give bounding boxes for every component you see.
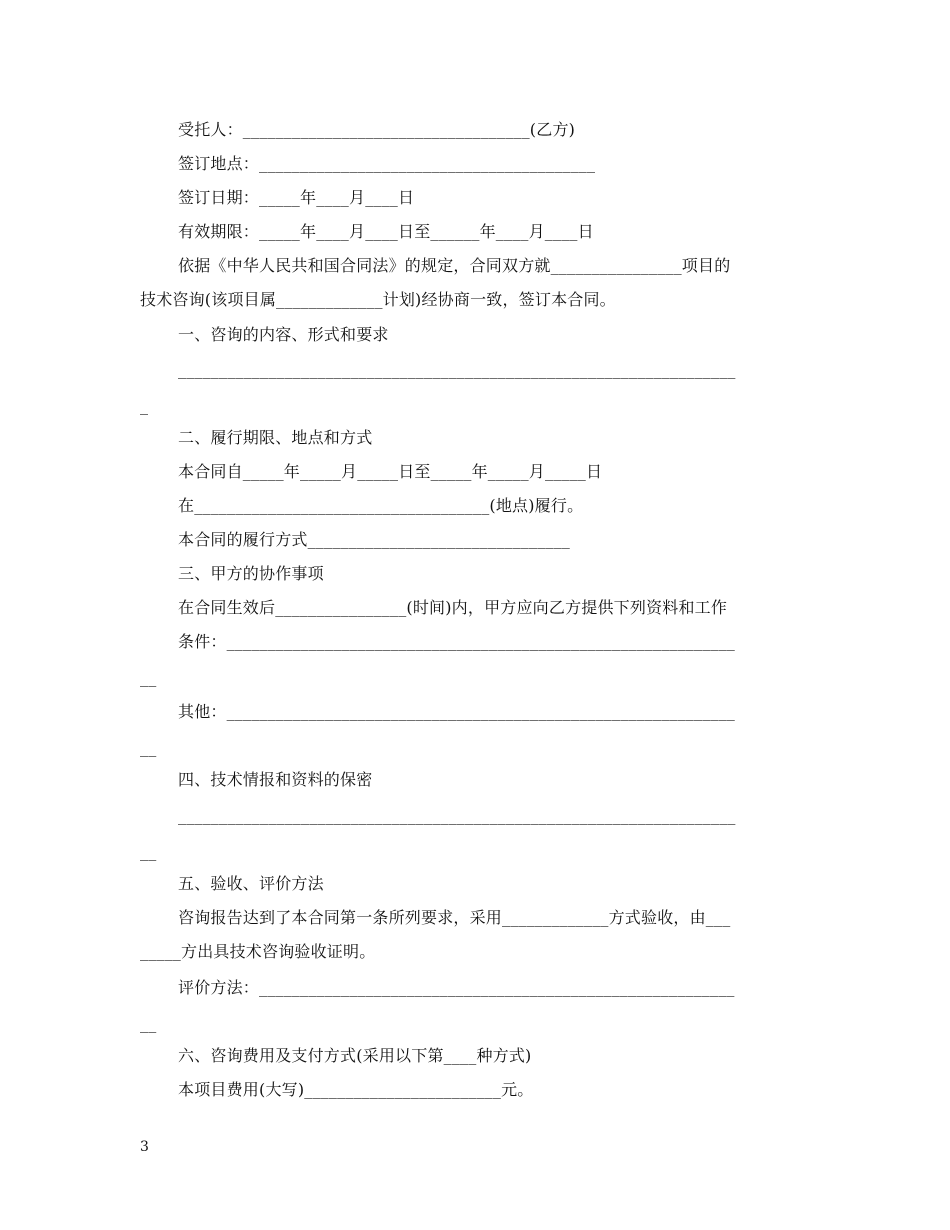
basis-paragraph-line2: 技术咨询(该项目属_____________计划)经协商一致，签订本合同。 xyxy=(140,290,616,309)
section-5-title: 五、验收、评价方法 xyxy=(178,874,324,893)
section-1-tail: _ xyxy=(140,396,149,415)
section-5-tail: __ xyxy=(140,1014,157,1033)
valid-period-line: 有效期限：_____年____月____日至______年____月____日 xyxy=(178,222,594,241)
section-1-blank: ____________________________________________________________________ xyxy=(178,360,736,379)
section-5-line1: 咨询报告达到了本合同第一条所列要求，采用_____________方式验收，由___ xyxy=(178,908,731,927)
section-3-line2: 条件：______________________________________________________________ xyxy=(178,632,735,651)
section-6-title: 六、咨询费用及支付方式(采用以下第____种方式) xyxy=(178,1046,532,1065)
section-3-other-tail: __ xyxy=(140,738,157,757)
page-number: 3 xyxy=(140,1139,149,1155)
basis-paragraph-line1: 依据《中华人民共和国合同法》的规定，合同双方就________________项目的 xyxy=(178,256,731,275)
section-5-eval: 评价方法：__________________________________________________________ xyxy=(178,978,735,997)
section-1-title: 一、咨询的内容、形式和要求 xyxy=(178,325,389,344)
sign-place-line: 签订地点：_________________________________________ xyxy=(178,154,596,173)
section-4-tail: __ xyxy=(140,842,157,861)
sign-date-line: 签订日期：_____年____月____日 xyxy=(178,188,415,207)
section-3-line1: 在合同生效后________________(时间)内，甲方应向乙方提供下列资料和工作 xyxy=(178,598,728,617)
section-2-title: 二、履行期限、地点和方式 xyxy=(178,428,373,447)
section-4-blank: ____________________________________________________________________ xyxy=(178,806,736,825)
section-5-line2: _____方出具技术咨询验收证明。 xyxy=(140,942,376,961)
section-2-period: 本合同自_____年_____月_____日至_____年_____月_____日 xyxy=(178,462,603,481)
section-6-fee: 本项目费用(大写)________________________元。 xyxy=(178,1080,534,1099)
section-2-mode: 本合同的履行方式________________________________ xyxy=(178,530,571,549)
section-2-place: 在____________________________________(地点)履行。 xyxy=(178,496,584,515)
section-3-title: 三、甲方的协作事项 xyxy=(178,564,324,583)
trustee-line: 受托人：___________________________________(乙方) xyxy=(178,120,576,139)
section-3-tail: __ xyxy=(140,668,157,687)
section-3-other: 其他：______________________________________________________________ xyxy=(178,702,735,721)
section-4-title: 四、技术情报和资料的保密 xyxy=(178,770,373,789)
